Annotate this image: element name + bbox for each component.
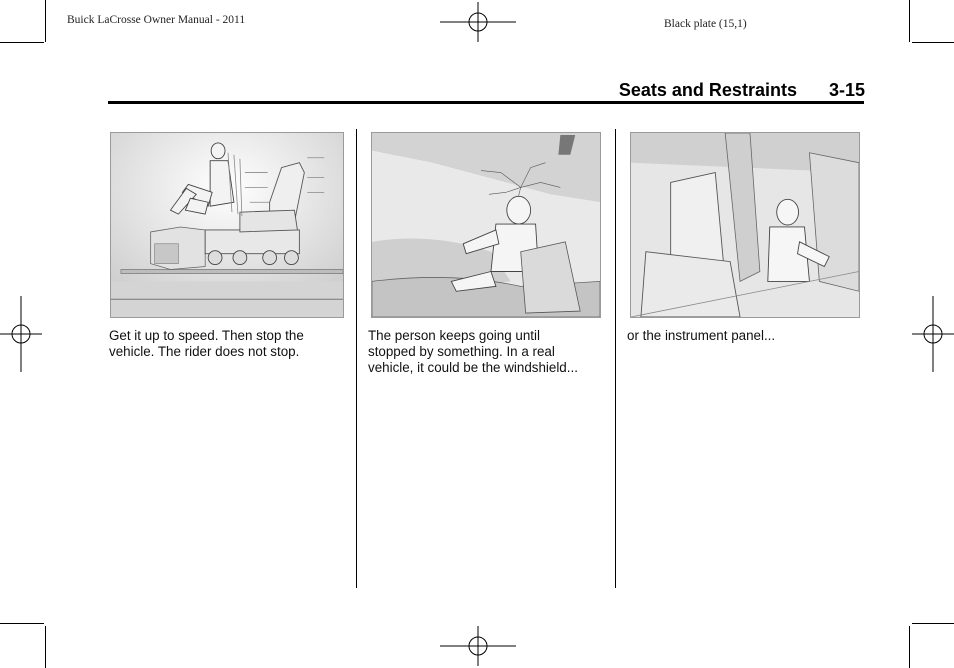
registration-mark-bottom bbox=[440, 626, 516, 666]
figure-test-rig bbox=[110, 132, 344, 318]
registration-mark-right bbox=[912, 296, 954, 372]
figure-instrument-panel bbox=[630, 132, 860, 318]
column-divider bbox=[615, 129, 616, 588]
caption-line: vehicle. The rider does not stop. bbox=[109, 344, 300, 359]
registration-mark-left bbox=[0, 296, 42, 372]
page-header bbox=[619, 80, 865, 101]
plate-label: Black plate (15,1) bbox=[664, 18, 747, 30]
caption-line: stopped by something. In a real bbox=[368, 344, 555, 359]
registration-mark-top bbox=[440, 2, 516, 42]
caption-line: The person keeps going until bbox=[368, 328, 540, 343]
caption-line: or the instrument panel... bbox=[627, 328, 776, 343]
caption-column-2 bbox=[368, 328, 578, 376]
manual-name: Buick LaCrosse Owner Manual - 2011 bbox=[67, 14, 246, 26]
section-title: Seats and Restraints bbox=[618, 80, 797, 100]
caption-line: Get it up to speed. Then stop the bbox=[109, 328, 304, 343]
figure-windshield bbox=[371, 132, 601, 318]
caption-line: vehicle, it could be the windshield... bbox=[368, 360, 578, 375]
caption-column-3 bbox=[627, 328, 775, 344]
header-rule bbox=[108, 101, 864, 104]
caption-column-1 bbox=[109, 328, 304, 360]
page-number: 3-15 bbox=[828, 80, 865, 100]
column-divider bbox=[356, 129, 357, 588]
